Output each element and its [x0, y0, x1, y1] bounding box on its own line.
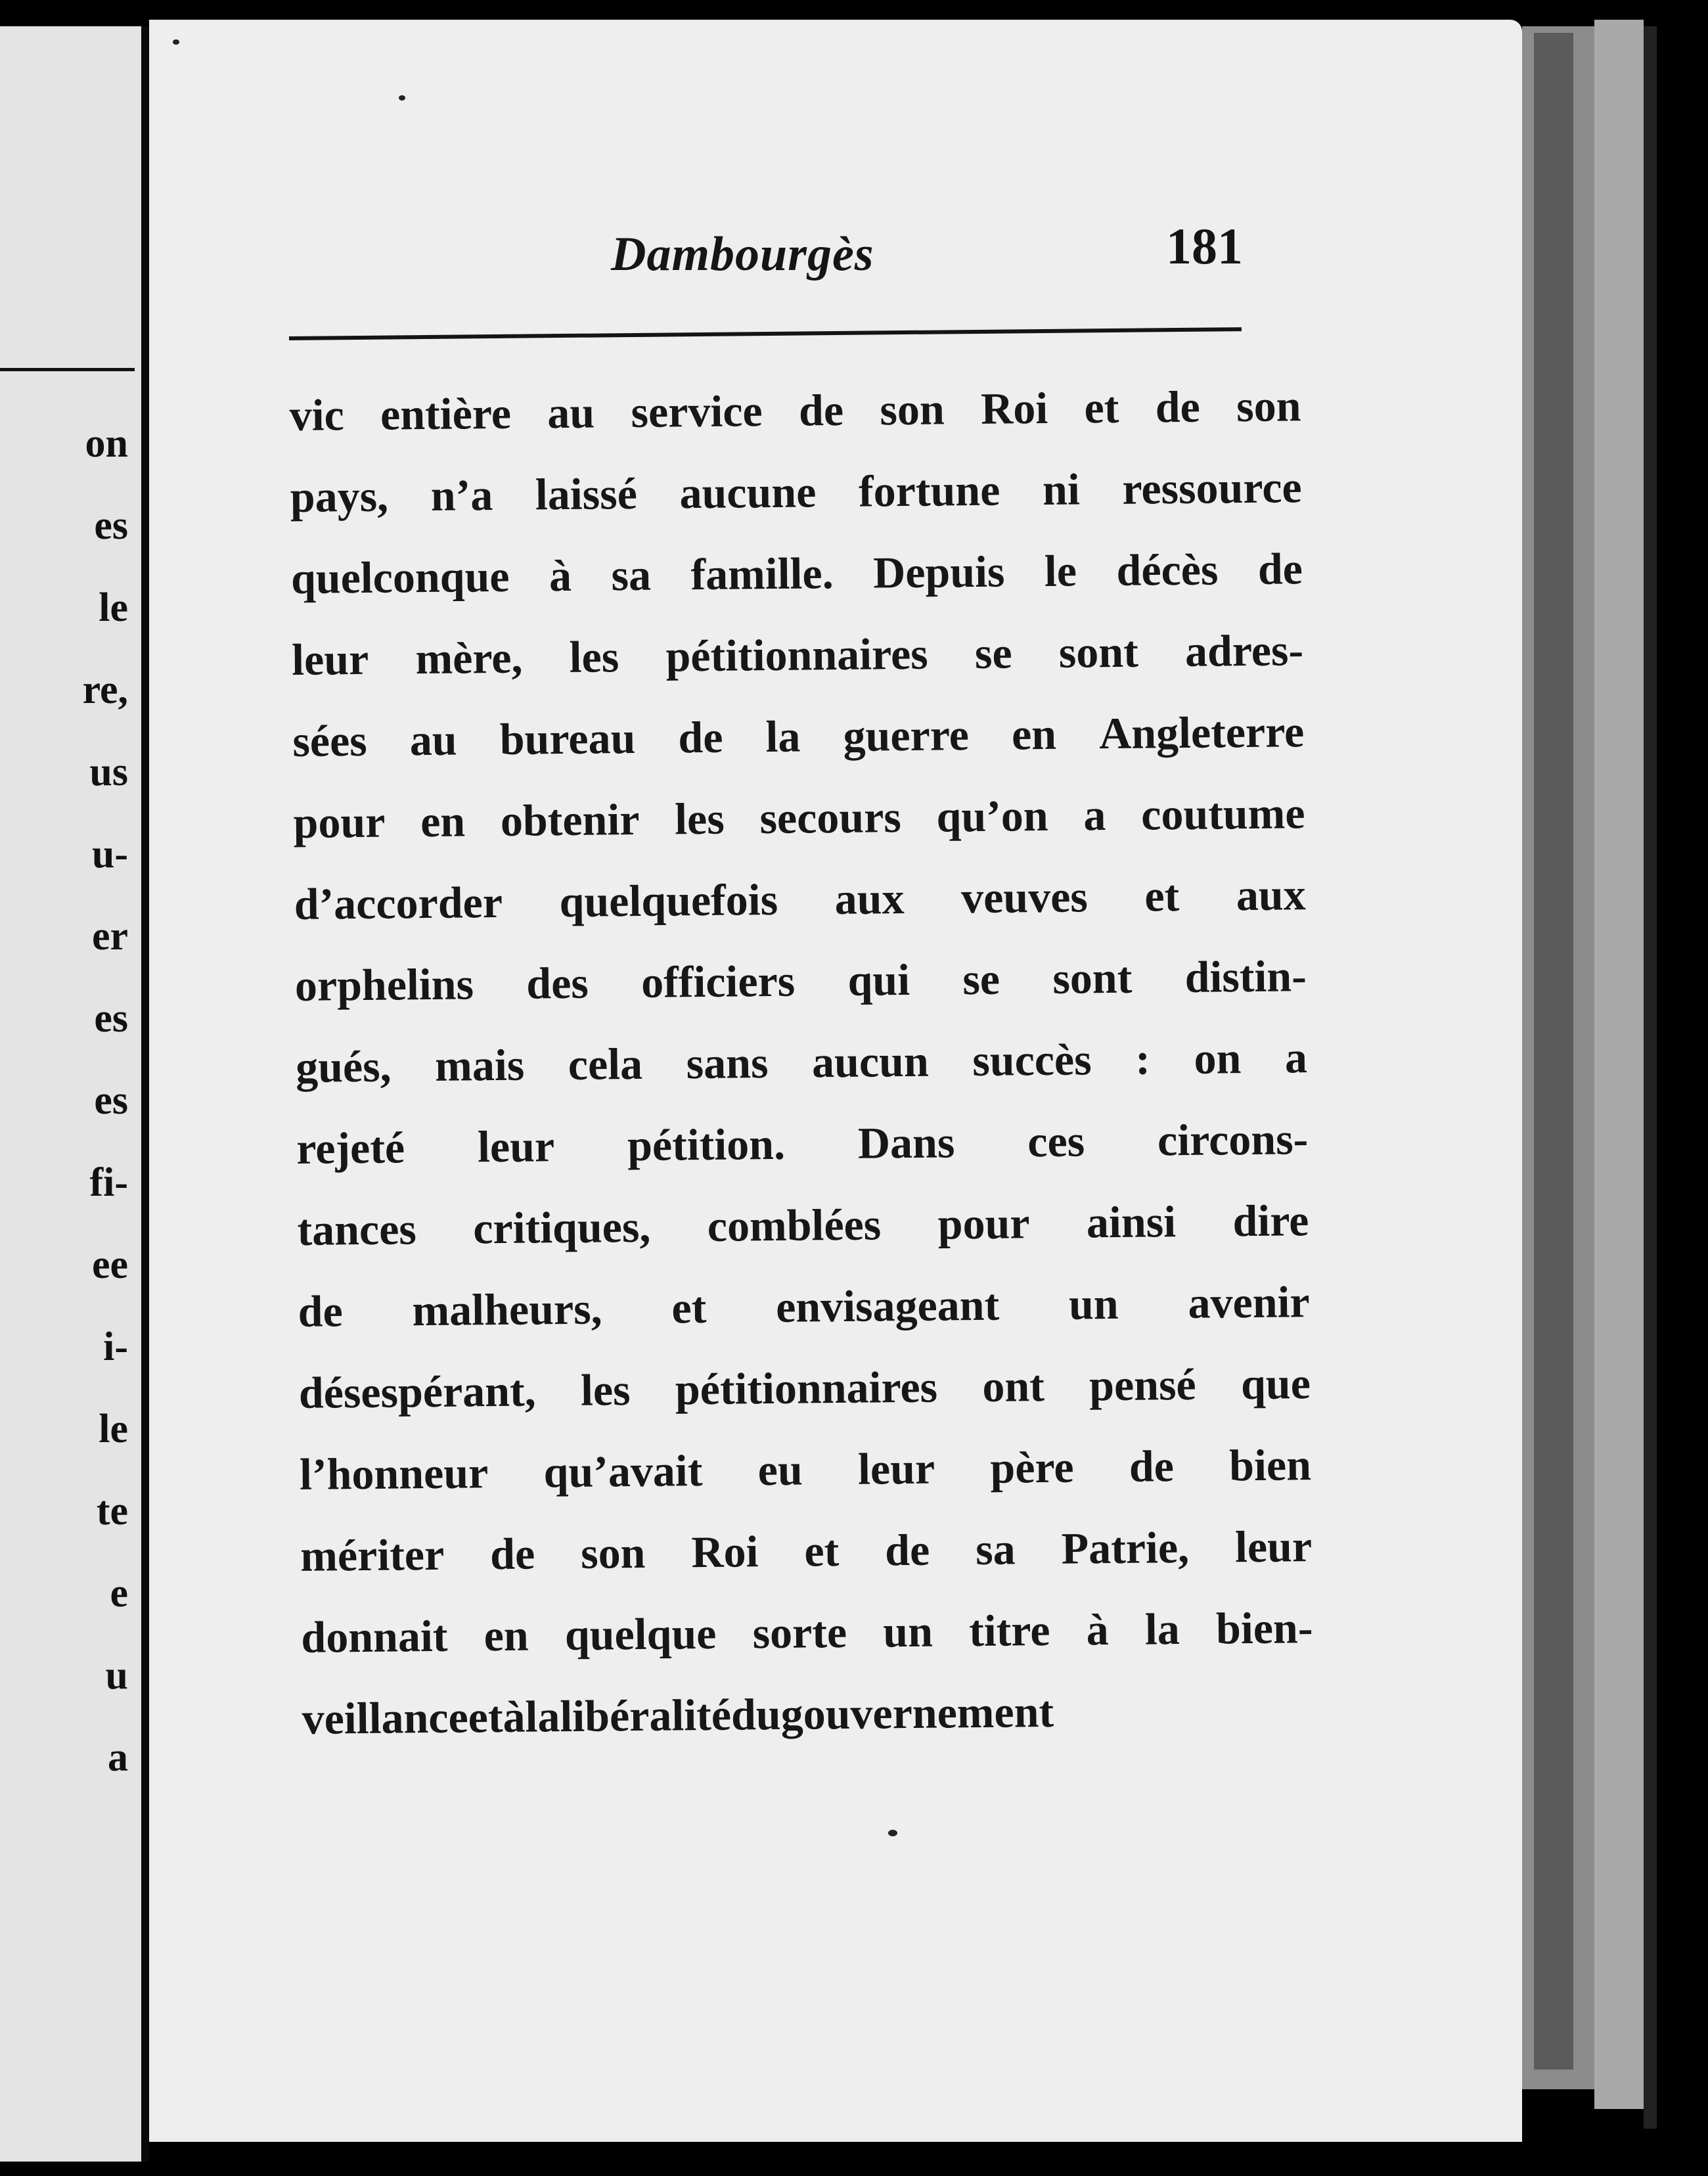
left-fragment: u	[105, 1653, 128, 1698]
text-line: mériter de son Roi et de sa Patrie, leur	[300, 1521, 1313, 1581]
left-fragment: es	[94, 503, 128, 548]
paper-speck	[173, 39, 179, 45]
text-line: de malheurs, et envisageant un avenir	[298, 1277, 1310, 1336]
page-edge-outer	[1594, 20, 1644, 2109]
page-edge-shadow	[1534, 33, 1573, 2070]
page-edge-strip	[1644, 26, 1657, 2129]
text-line: gués, mais cela sans aucun succès : on a	[295, 1032, 1308, 1092]
text-line: pays, n’a laissé aucune fortune ni ressource	[290, 462, 1303, 522]
left-facing-page	[0, 26, 141, 2162]
paper-speck	[888, 1830, 897, 1836]
text-line: orphelins des officiers qui se sont distin-	[294, 951, 1307, 1010]
left-fragment: u-	[91, 832, 128, 876]
paper-speck	[399, 95, 405, 101]
text-line: rejeté leur pétition. Dans ces circons-	[296, 1114, 1309, 1173]
text-line: quelconque à sa famille. Depuis le décès de	[290, 543, 1303, 603]
left-fragment: i-	[103, 1325, 128, 1369]
left-fragment: er	[91, 914, 128, 959]
left-page-rule	[0, 368, 135, 371]
text-line: sées au bureau de la guerre en Angleterre	[292, 706, 1305, 766]
text-line: donnait en quelque sorte un titre à la bien-	[301, 1602, 1313, 1662]
text-line: d’accorder quelquefois aux veuves et aux	[294, 869, 1307, 929]
text-line: pour en obtenir les secours qu’on a coutume	[293, 788, 1305, 848]
left-fragment: le	[99, 1407, 128, 1451]
left-fragment: e	[110, 1571, 128, 1616]
text-line: vic entière au service de son Roi et de son	[289, 380, 1301, 440]
left-fragment: es	[94, 996, 128, 1041]
left-fragment: le	[99, 585, 128, 630]
left-fragment: es	[94, 1078, 128, 1123]
left-fragment: on	[85, 421, 128, 466]
left-fragment: re,	[82, 668, 128, 712]
text-line: veillance et à la libéralité du gouvernement	[302, 1686, 1054, 1744]
left-fragment: a	[108, 1735, 128, 1780]
left-fragment: te	[96, 1489, 128, 1533]
text-line: l’honneur qu’avait eu leur père de bien	[299, 1439, 1312, 1499]
text-line: tances critiques, comblées pour ainsi dire	[297, 1195, 1309, 1255]
left-fragment: ee	[91, 1242, 128, 1287]
page-number: 181	[1166, 217, 1243, 275]
text-line: leur mère, les pétitionnaires se sont adres-	[291, 625, 1304, 685]
left-fragment: us	[89, 750, 128, 794]
body-text	[289, 365, 1314, 1759]
page-gutter	[141, 26, 149, 2162]
running-head: Dambourgès	[611, 227, 874, 281]
text-line: désespérant, les pétitionnaires ont pensé que	[298, 1358, 1311, 1418]
left-fragment: fi-	[89, 1160, 128, 1205]
